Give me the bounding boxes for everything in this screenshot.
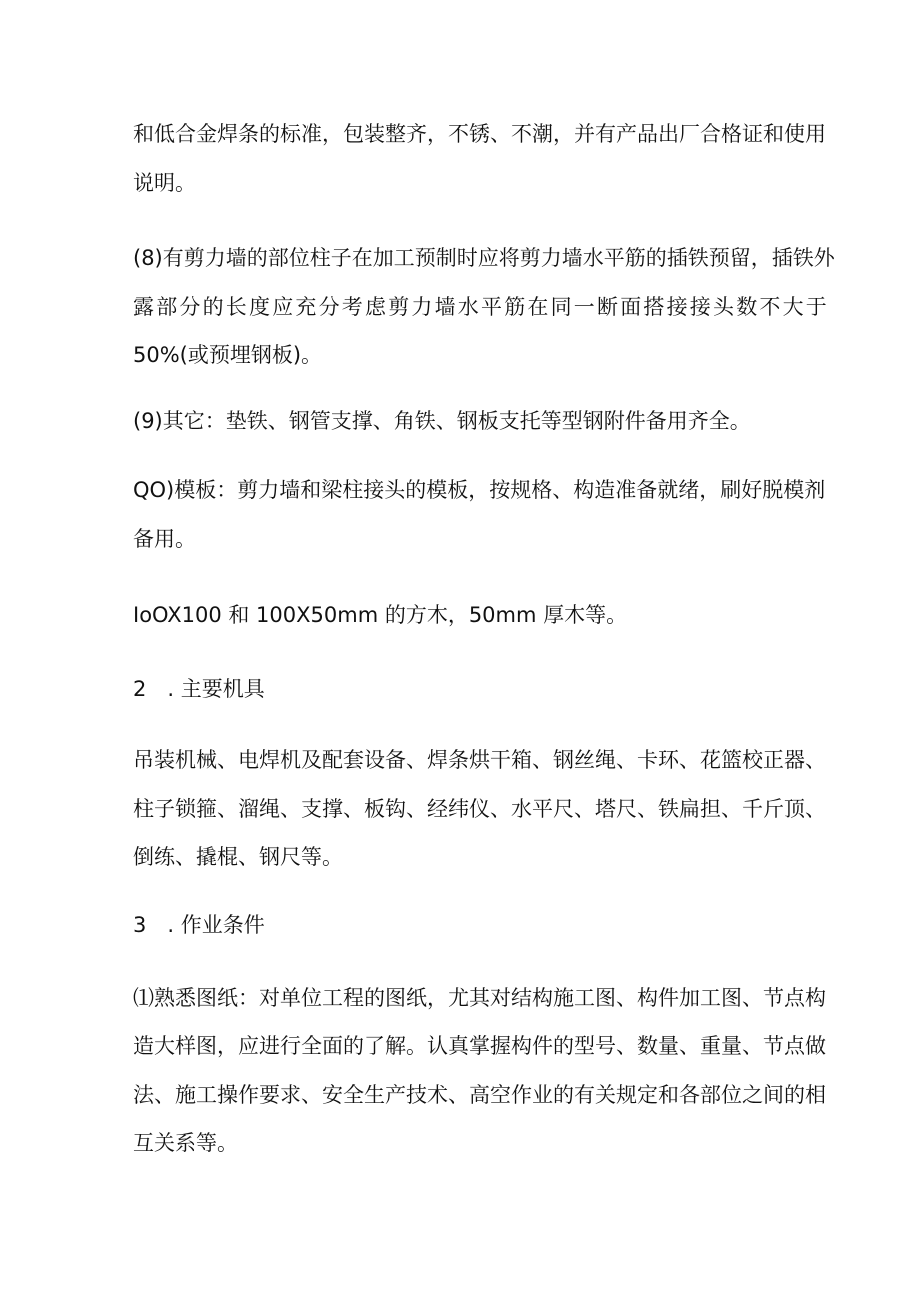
text-line: 造大样图，应进行全面的了解。认真掌握构件的型号、数量、重量、节点做: [133, 1034, 826, 1058]
section-heading: 2 . 主要机具: [133, 677, 265, 701]
text-line: (9)其它：垫铁、钢管支撑、角铁、钢板支托等型钢附件备用齐全。: [133, 409, 751, 433]
text-line: ⑴熟悉图纸：对单位工程的图纸，尤其对结构施工图、构件加工图、节点构: [133, 986, 826, 1010]
text-line: 吊装机械、电焊机及配套设备、焊条烘干箱、钢丝绳、卡环、花篮校正器、: [133, 748, 826, 772]
section-heading: 3 . 作业条件: [133, 913, 265, 937]
text-line: 法、施工操作要求、安全生产技术、高空作业的有关规定和各部位之间的相: [133, 1083, 826, 1107]
text-line: (8)有剪力墙的部位柱子在加工预制时应将剪力墙水平筋的插铁预留，插铁外: [133, 246, 835, 270]
text-line: 和低合金焊条的标准，包装整齐，不锈、不潮，并有产品出厂合格证和使用: [133, 122, 826, 146]
text-line: 说明。: [133, 171, 196, 195]
text-line: 备用。: [133, 527, 196, 551]
text-line: 倒练、撬棍、钢尺等。: [133, 845, 343, 869]
text-line: QO)模板：剪力墙和梁柱接头的模板，按规格、构造准备就绪，刷好脱模剂: [133, 478, 826, 502]
text-line: 互关系等。: [133, 1131, 238, 1155]
text-line: 露部分的长度应充分考虑剪力墙水平筋在同一断面搭接接头数不大于: [133, 295, 829, 319]
text-line: 柱子锁箍、溜绳、支撑、板钩、经纬仪、水平尺、塔尺、铁扁担、千斤顶、: [133, 797, 826, 821]
text-line: IoOX100 和 100X50mm 的方木，50mm 厚木等。: [133, 603, 628, 627]
text-line: 50%(或预埋钢板)。: [133, 343, 323, 367]
